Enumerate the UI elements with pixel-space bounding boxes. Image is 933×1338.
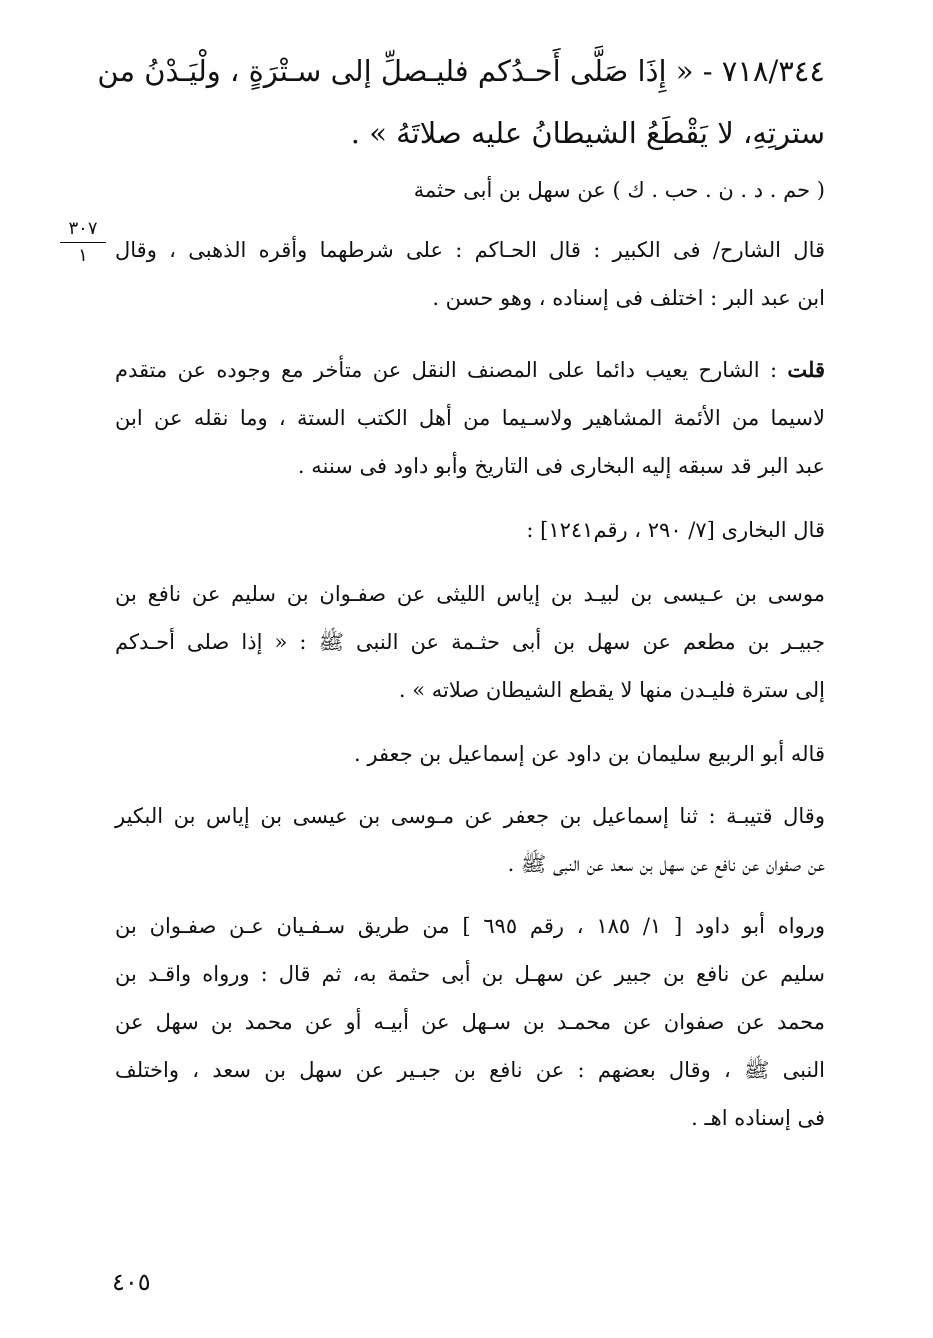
paragraph-line: ورواه أبو داود [ ١/ ١٨٥ ، رقم ٦٩٥ ] من طريق سـفـيان عـن صفـوان بن [115, 914, 825, 938]
paragraph-line: موسى بن عـيسى بن لبيـد بن إياس الليثى عن صفـوان بن سليم عن نافع بن [115, 582, 825, 606]
page-number: ٤٠٥ [112, 1268, 151, 1296]
paragraph-line-text: : الشارح يعيب دائما على المصنف النقل عن متأخر مع وجوده عن متقدم [115, 358, 788, 382]
paragraph-line: فى إسناده اهـ . [691, 1106, 825, 1130]
paragraph-abu-rabi [115, 730, 825, 778]
qultu-label: قلت [787, 357, 825, 382]
paragraph-qultu [115, 346, 825, 490]
paragraph-bukhari-ref [115, 506, 825, 554]
paragraph-line: ابن عبد البر : اختلف فى إسناده ، وهو حسن . [432, 286, 825, 310]
paragraph-abu-dawud [115, 902, 825, 1142]
paragraph-line: قاله أبو الربيع سليمان بن داود عن إسماعيل بن جعفر . [354, 742, 825, 766]
source-line: ( حم . د . ن . حب . ك ) عن سهل بن أبى حثمة [413, 178, 825, 202]
paragraph-qutayba [115, 792, 825, 888]
margin-note-top: ٣٠٧ [68, 218, 98, 239]
paragraph-line [115, 346, 825, 394]
hadith-line: ٧١٨/٣٤٤ - « إِذَا صَلَّى أَحـدُكم فليـصلِّ إلى سـتْرَةٍ ، ولْيَـدْنُ من [97, 54, 825, 88]
paragraph-line: عبد البر قد سبقه إليه البخارى فى التاريخ وأبو داود فى سننه . [297, 454, 825, 478]
paragraph-line: سليم عن نافع بن جبير عن سهـل بن أبى حثمة به، ثم قال : ورواه واقـد بن [115, 962, 825, 986]
paragraph-line: قال البخارى [٧/ ٢٩٠ ، رقم١٢٤١] : [526, 518, 825, 542]
paragraph-commentary [115, 226, 825, 322]
paragraph-line: عن صفوان عن نافع عن سهل بن سعد عن النبى ﷺ . [507, 852, 825, 876]
paragraph-line: محمد عن صفوان عن محمـد بن سـهل عن أبيـه أو عن محمد بن سهل عن [115, 1010, 825, 1034]
paragraph-line: إلى سترة فليـدن منها لا يقطع الشيطان صلاته » . [398, 678, 825, 702]
hadith-line: سترتِهِ، لا يَقْطَعُ الشيطانُ عليه صلاتَهُ » . [350, 116, 825, 150]
margin-note [58, 218, 108, 267]
paragraph-bukhari-text [115, 570, 825, 714]
paragraph-line: النبى ﷺ ، وقال بعضهم : عن نافع بن جبـير عن سهل بن سعد ، واختلف [115, 1058, 825, 1082]
hadith-source [115, 170, 825, 210]
margin-note-rule [60, 242, 106, 243]
paragraph-line: وقال قتيبـة : ثنا إسماعيل بن جعفر عن مـوسى بن عيسى بن إياس بن البكير [115, 804, 825, 828]
paragraph-line: قال الشارح/ فى الكبير : قال الحـاكم : على شرطهما وأقره الذهبى ، وقال [115, 238, 825, 262]
paragraph-line: جبيـر بن مطعم عن سهل بن أبى حثـمة عن النبى ﷺ : « إذا صلى أحـدكم [115, 630, 825, 654]
paragraph-line: لاسيما من الأئمة المشاهير ولاسـيما من أهل الكتب الستة ، وما نقله عن ابن [115, 406, 825, 430]
margin-note-bottom: ١ [78, 245, 88, 266]
hadith-text [97, 40, 825, 164]
